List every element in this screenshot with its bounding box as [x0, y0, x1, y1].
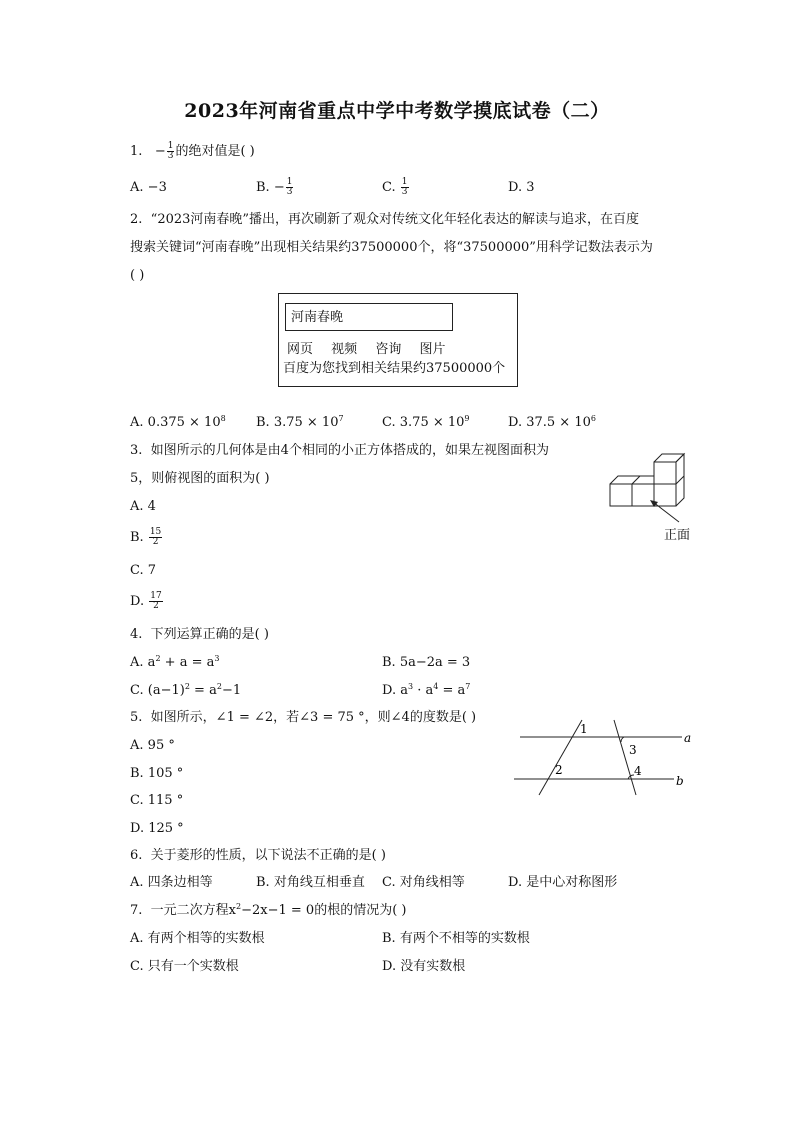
option-c[interactable]: C. 115 ° — [130, 793, 184, 808]
option-d[interactable]: D. 没有实数根 — [382, 959, 466, 974]
option-a[interactable]: A. −3 — [130, 180, 167, 195]
option-b[interactable]: B. 105 ° — [130, 766, 184, 781]
front-label: 正面 — [664, 528, 691, 543]
option-d[interactable]: D. 125 ° — [130, 821, 184, 836]
option-a[interactable]: A. 有两个相等的实数根 — [130, 931, 265, 946]
search-tabs — [287, 342, 459, 358]
fraction: $\frac{17}{2}$ — [150, 591, 162, 611]
option-d[interactable]: D. 是中心对称图形 — [508, 875, 618, 890]
option-a[interactable]: A. 95 ° — [130, 738, 175, 753]
option-c[interactable]: C. 对角线相等 — [382, 875, 465, 890]
tab-video: 视频 — [331, 342, 358, 357]
option-c[interactable]: C. 7 — [130, 563, 157, 578]
question-7: 7. 一元二次方程$x^2-2x-1 = 0$的根的情况为( ) — [130, 902, 407, 918]
search-result-figure — [278, 293, 518, 387]
option-b[interactable]: B. $3.75 \times 10^7$ — [256, 414, 344, 430]
parallel-lines-figure — [510, 715, 700, 800]
question-2: 2. “2023河南春晚”播出，再次刷新了观众对传统文化年轻化表达的解读与追求，在百度 — [130, 212, 640, 227]
option-c[interactable]: C. $3.75 \times 10^9$ — [382, 414, 470, 430]
search-result-count: 百度为您找到相关结果约37500000个 — [283, 361, 506, 376]
option-c[interactable]: C. $(a-1)^2 = a^2-1$ — [130, 682, 242, 698]
line-label-a: a — [684, 731, 692, 745]
line-label-b: b — [676, 774, 684, 788]
question-number: 6. — [130, 848, 143, 863]
minus-sign: − — [154, 144, 166, 159]
question-number: 7. — [130, 903, 143, 918]
transversal-right — [614, 720, 636, 795]
option-d[interactable]: D. $a^3 \cdot a^4 = a^7$ — [382, 682, 471, 698]
option-d[interactable]: D. $\frac{17}{2}$ — [130, 591, 162, 611]
search-input: 河南春晚 — [285, 303, 453, 331]
question-number: 2. — [130, 212, 143, 227]
question-5: 5. 如图所示，∠1 = ∠2，若∠3 = 75 °，则∠4的度数是( ) — [130, 710, 477, 725]
fraction: $\frac{1}{3}$ — [167, 141, 174, 161]
angle-label-2: 2 — [555, 763, 563, 777]
question-number: 1. — [130, 144, 143, 159]
option-b[interactable]: B. 有两个不相等的实数根 — [382, 931, 530, 946]
question-4: 4. 下列运算正确的是( ) — [130, 627, 269, 642]
question-number: 5. — [130, 710, 143, 725]
angle-label-4: 4 — [634, 764, 642, 778]
option-b[interactable]: B. − $\frac{1}{3}$ — [256, 177, 293, 197]
question-3-line-2: 5，则俯视图的面积为( ) — [130, 471, 270, 486]
question-text: 的绝对值是( ) — [175, 144, 255, 159]
fraction: $\frac{1}{3}$ — [286, 177, 293, 197]
question-number: 3. — [130, 443, 143, 458]
tab-image: 图片 — [419, 342, 446, 357]
question-number: 4. — [130, 627, 143, 642]
option-a[interactable]: A. 四条边相等 — [130, 875, 213, 890]
option-b[interactable]: B. 对角线互相垂直 — [256, 875, 365, 890]
option-b[interactable]: B. $\frac{15}{2}$ — [130, 527, 162, 547]
question-1 — [130, 142, 255, 162]
transversal-left — [539, 720, 582, 795]
question-3: 3. 如图所示的几何体是由4个相同的小正方体搭成的，如果左视图面积为 — [130, 443, 549, 458]
tab-consult: 咨询 — [375, 342, 402, 357]
option-b[interactable]: B. 5a−2a = 3 — [382, 655, 471, 670]
angle-label-3: 3 — [629, 743, 637, 757]
question-6: 6. 关于菱形的性质，以下说法不正确的是( ) — [130, 848, 386, 863]
angle-label-1: 1 — [580, 722, 588, 736]
tab-web: 网页 — [287, 342, 314, 357]
option-d[interactable]: D. $37.5 \times 10^6$ — [508, 414, 596, 430]
question-2-line-3: ( ) — [130, 268, 145, 283]
option-c[interactable]: C. 只有一个实数根 — [130, 959, 239, 974]
fraction: $\frac{15}{2}$ — [149, 527, 162, 547]
option-c[interactable]: C. $\frac{1}{3}$ — [382, 177, 408, 197]
option-d[interactable]: D. 3 — [508, 180, 535, 195]
exam-title: 2023年河南省重点中学中考数学摸底试卷（二） — [184, 100, 610, 122]
option-a[interactable]: A. 4 — [130, 499, 156, 514]
option-a[interactable]: A. $0.375 \times 10^8$ — [130, 414, 226, 430]
question-2-line-2: 搜索关键词“河南春晚”出现相关结果约37500000个，将“37500000”用科学记数法表示为 — [130, 240, 653, 255]
fraction: $\frac{1}{3}$ — [401, 177, 408, 197]
option-a[interactable]: A. $a^2 + a = a^3$ — [130, 654, 220, 670]
